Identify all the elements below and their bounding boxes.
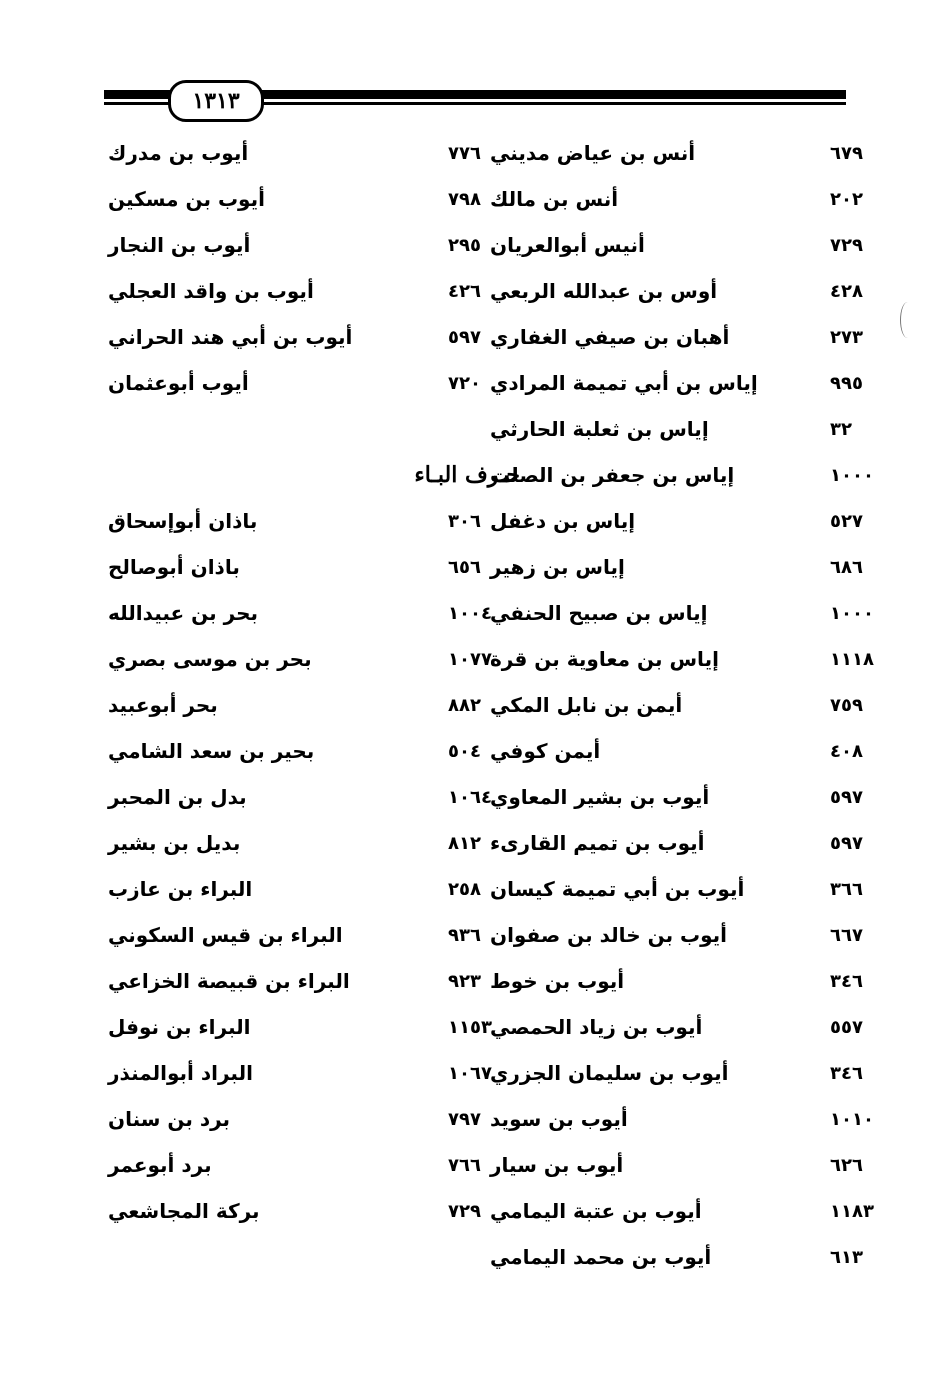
entry-page-number: ٦٢٦	[830, 1154, 863, 1176]
index-entry	[108, 820, 528, 866]
entry-name: إياس بن زهير	[490, 555, 625, 579]
index-entry	[108, 958, 528, 1004]
entry-page-number: ٣٠٦	[448, 510, 481, 532]
index-entry	[490, 544, 910, 590]
entry-name: أنس بن مالك	[490, 187, 619, 211]
entry-page-number: ٣٢	[830, 418, 852, 440]
entry-name: أيوب بن واقد العجلي	[108, 279, 314, 303]
index-entry	[490, 1050, 910, 1096]
entry-page-number: ٥٩٧	[830, 832, 863, 854]
index-entry	[490, 958, 910, 1004]
index-entry	[108, 268, 528, 314]
index-entry	[490, 1004, 910, 1050]
index-entry	[108, 176, 528, 222]
index-entry	[108, 1050, 528, 1096]
index-entry	[108, 866, 528, 912]
entry-name: أيوب بن سليمان الجزري	[490, 1061, 729, 1085]
index-entry	[490, 268, 910, 314]
entry-page-number: ٦٧٩	[830, 142, 863, 164]
index-entry	[108, 682, 528, 728]
index-entry	[490, 406, 910, 452]
entry-name: البراء بن قيس السكوني	[108, 923, 343, 947]
index-entry	[108, 590, 528, 636]
entry-name: أنس بن عياض مديني	[490, 141, 696, 165]
entry-page-number: ٤٢٨	[830, 280, 863, 302]
entry-page-number: ٦٥٦	[448, 556, 481, 578]
entry-name: أيوب بن محمد اليمامي	[490, 1245, 712, 1269]
entry-name: بحر بن موسى بصري	[108, 647, 312, 671]
index-entry	[490, 222, 910, 268]
entry-name: برد بن سنان	[108, 1107, 231, 1131]
index-entry	[108, 912, 528, 958]
entry-page-number: ١٠٠٠	[830, 464, 874, 486]
entry-name: أيوب بن خالد بن صفوان	[490, 923, 728, 947]
entry-name: برد أبوعمر	[108, 1153, 212, 1177]
index-entry	[490, 176, 910, 222]
index-entry	[490, 1234, 910, 1280]
index-entry	[490, 682, 910, 728]
entry-name: بدل بن المحبر	[108, 785, 247, 809]
entry-page-number: ١٠٠٠	[830, 602, 874, 624]
entry-name: إياس بن صبيح الحنفي	[490, 601, 708, 625]
index-entry	[490, 130, 910, 176]
entry-page-number: ٩٩٥	[830, 372, 863, 394]
entry-name: باذان أبوصالح	[108, 555, 240, 579]
index-entry	[490, 774, 910, 820]
entry-page-number: ١٠٧٧	[448, 648, 492, 670]
index-entry	[490, 1096, 910, 1142]
entry-name: أيمن بن نابل المكي	[490, 693, 683, 717]
left-column	[108, 130, 528, 1234]
entry-name: أنيس أبوالعريان	[490, 233, 645, 257]
index-entry	[108, 636, 528, 682]
entry-page-number: ٤٢٦	[448, 280, 481, 302]
entry-name: أيوب بن خوط	[490, 969, 625, 993]
entry-name: بركة المجاشعي	[108, 1199, 260, 1223]
spacer-row	[108, 406, 528, 452]
entry-name: إياس بن ثعلبة الحارثي	[490, 417, 709, 441]
entry-page-number: ١٠٦٧	[448, 1062, 492, 1084]
entry-name: بحير بن سعد الشامي	[108, 739, 315, 763]
entry-name: بديل بن بشير	[108, 831, 241, 855]
entry-page-number: ٨٨٢	[448, 694, 481, 716]
entry-page-number: ٣٤٦	[830, 970, 863, 992]
left-column-bottom	[108, 498, 528, 1234]
entry-name: أيوب بن سيار	[490, 1153, 624, 1177]
entry-name: أوس بن عبدالله الربعي	[490, 279, 718, 303]
entry-name: إياس بن معاوية بن قرة	[490, 647, 719, 671]
entry-name: أيمن كوفي	[490, 739, 601, 763]
entry-name: أيوب بن بشير المعاوي	[490, 785, 710, 809]
index-entry	[108, 1142, 528, 1188]
entry-page-number: ٢٠٢	[830, 188, 863, 210]
index-entry	[108, 1004, 528, 1050]
index-entry	[490, 636, 910, 682]
entry-name: أيوب بن تميم القارىء	[490, 831, 705, 855]
entry-name: البراء بن عازب	[108, 877, 253, 901]
entry-page-number: ٧٩٧	[448, 1108, 481, 1130]
index-entry	[108, 728, 528, 774]
entry-page-number: ٣٦٦	[830, 878, 863, 900]
entry-page-number: ٦١٣	[830, 1246, 863, 1268]
entry-page-number: ٥٥٧	[830, 1016, 863, 1038]
entry-name: بحر أبوعبيد	[108, 693, 218, 717]
entry-name: أيوب بن مسكين	[108, 187, 265, 211]
entry-page-number: ٥٢٧	[830, 510, 863, 532]
index-entry	[108, 1188, 528, 1234]
index-entry	[490, 314, 910, 360]
entry-page-number: ٦٨٦	[830, 556, 863, 578]
index-entry	[490, 820, 910, 866]
entry-page-number: ٥٠٤	[448, 740, 481, 762]
entry-page-number: ١١٥٣	[448, 1016, 492, 1038]
index-entry	[490, 498, 910, 544]
section-heading: حـرف البـاء	[414, 462, 520, 488]
index-entry	[108, 774, 528, 820]
entry-page-number: ٢٥٨	[448, 878, 481, 900]
page-number: ١٣١٣	[168, 80, 264, 122]
page-header	[104, 80, 846, 120]
entry-page-number: ٦٦٧	[830, 924, 863, 946]
entry-name: أيوب بن أبي تميمة كيسان	[490, 877, 745, 901]
entry-page-number: ١١١٨	[830, 648, 874, 670]
index-entry	[490, 866, 910, 912]
entry-page-number: ٧٥٩	[830, 694, 863, 716]
index-entry	[490, 452, 910, 498]
entry-page-number: ٧٢٩	[830, 234, 863, 256]
entry-page-number: ١٠٠٤	[448, 602, 492, 624]
index-entry	[108, 1096, 528, 1142]
entry-name: البراء بن قبيصة الخزاعي	[108, 969, 350, 993]
index-entry	[108, 222, 528, 268]
entry-name: باذان أبوإسحاق	[108, 509, 258, 533]
index-entry	[108, 130, 528, 176]
index-columns	[0, 130, 941, 1290]
entry-name: إياس بن جعفر بن الصلت	[490, 463, 735, 487]
left-column-top	[108, 130, 528, 406]
entry-name: أيوب أبوعثمان	[108, 371, 249, 395]
index-entry	[108, 360, 528, 406]
right-column	[490, 130, 910, 1280]
entry-name: أيوب بن زياد الحمصي	[490, 1015, 703, 1039]
index-entry	[490, 912, 910, 958]
entry-name: البراء بن نوفل	[108, 1015, 251, 1039]
entry-page-number: ٩٢٣	[448, 970, 481, 992]
entry-page-number: ٥٩٧	[830, 786, 863, 808]
index-entry	[108, 314, 528, 360]
entry-page-number: ١٠١٠	[830, 1108, 874, 1130]
entry-page-number: ٧٦٦	[448, 1154, 481, 1176]
entry-page-number: ١٠٦٤	[448, 786, 492, 808]
entry-name: أيوب بن النجار	[108, 233, 251, 257]
entry-page-number: ٥٩٧	[448, 326, 481, 348]
entry-name: البراد أبوالمنذر	[108, 1061, 253, 1085]
index-entry	[108, 498, 528, 544]
entry-name: أيوب بن مدرك	[108, 141, 249, 165]
entry-name: إياس بن أبي تميمة المرادي	[490, 371, 758, 395]
index-entry	[490, 590, 910, 636]
index-entry	[108, 544, 528, 590]
entry-name: إياس بن دغفل	[490, 509, 636, 533]
index-entry	[490, 360, 910, 406]
entry-page-number: ٩٣٦	[448, 924, 481, 946]
entry-page-number: ١١٨٣	[830, 1200, 874, 1222]
entry-name: أهبان بن صيفي الغفاري	[490, 325, 730, 349]
index-entry	[490, 1188, 910, 1234]
entry-page-number: ٢٩٥	[448, 234, 481, 256]
entry-name: أيوب بن سويد	[490, 1107, 628, 1131]
entry-page-number: ٧٢٩	[448, 1200, 481, 1222]
entry-name: أيوب بن أبي هند الحراني	[108, 325, 353, 349]
entry-page-number: ٨١٢	[448, 832, 481, 854]
index-entry	[490, 728, 910, 774]
entry-name: بحر بن عبيدالله	[108, 601, 258, 625]
index-entry	[490, 1142, 910, 1188]
entry-page-number: ٢٧٣	[830, 326, 863, 348]
entry-page-number: ٧٧٦	[448, 142, 481, 164]
entry-page-number: ٧٢٠	[448, 372, 481, 394]
entry-page-number: ٣٤٦	[830, 1062, 863, 1084]
entry-name: أيوب بن عتبة اليمامي	[490, 1199, 702, 1223]
entry-page-number: ٤٠٨	[830, 740, 863, 762]
entry-page-number: ٧٩٨	[448, 188, 481, 210]
